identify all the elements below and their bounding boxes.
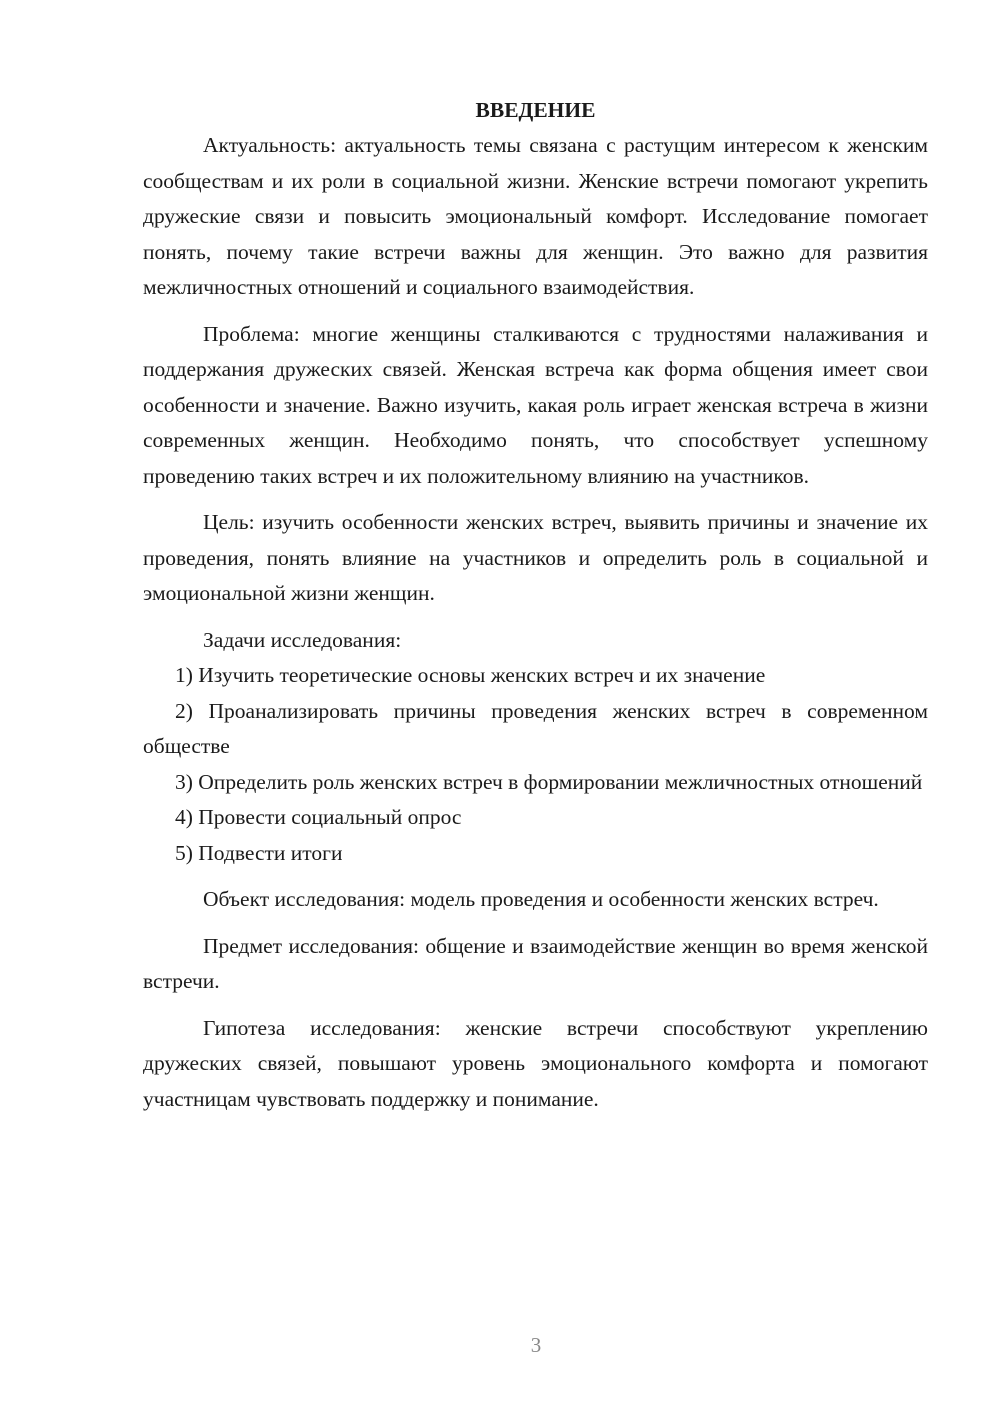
page-title: ВВЕДЕНИЕ [475, 98, 596, 122]
paragraph-relevance: Актуальность: актуальность темы связана с растущим интересом к женским сообществам и их роли в социальной жизни. Женские встречи помогают укрепить дружеские связи и повысить эмоциональный комфорт. Исследование помогает понять, почему такие встречи важны для женщин. Это важно для развития межличностных отношений и социального взаимодействия. [143, 133, 928, 299]
paragraph-goal: Цель: изучить особенности женских встреч, выявить причины и значение их проведения, понять влияние на участников и определить роль в социальной и эмоциональной жизни женщин. [143, 510, 928, 605]
task-item-2: 2) Проанализировать причины проведения женских встреч в современном обществе [143, 698, 928, 758]
page-number: 3 [530, 1333, 542, 1357]
document-page [143, 93, 928, 1117]
paragraph-problem: Проблема: многие женщины сталкиваются с трудностями налаживания и поддержания дружеских связей. Женская встреча как форма общения имеет свои особенности и значение. Важно изучить, какая роль играет женская встреча в жизни современных женщин. Необходимо понять, что способствует успешному проведению таких встреч и их положительному влиянию на участников. [143, 321, 928, 488]
paragraph-object: Объект исследования: модель проведения и особенности женских встреч. [203, 887, 879, 911]
task-item-3: 3) Определить роль женских встреч в формировании межличностных отношений [175, 769, 923, 794]
paragraph-hypothesis: Гипотеза исследования: женские встречи способствуют укреплению дружеских связей, повышают уровень эмоционального комфорта и помогают участницам чувствовать поддержку и понимание. [143, 1015, 928, 1111]
paragraph-subject: Предмет исследования: общение и взаимодействие женщин во время женской встречи. [143, 933, 928, 993]
task-item-5: 5) Подвести итоги [175, 840, 343, 865]
task-item-1: 1) Изучить теоретические основы женских встреч и их значение [175, 663, 766, 687]
paragraph-tasks-heading: Задачи исследования: [203, 627, 402, 652]
task-item-4: 4) Провести социальный опрос [175, 805, 462, 829]
